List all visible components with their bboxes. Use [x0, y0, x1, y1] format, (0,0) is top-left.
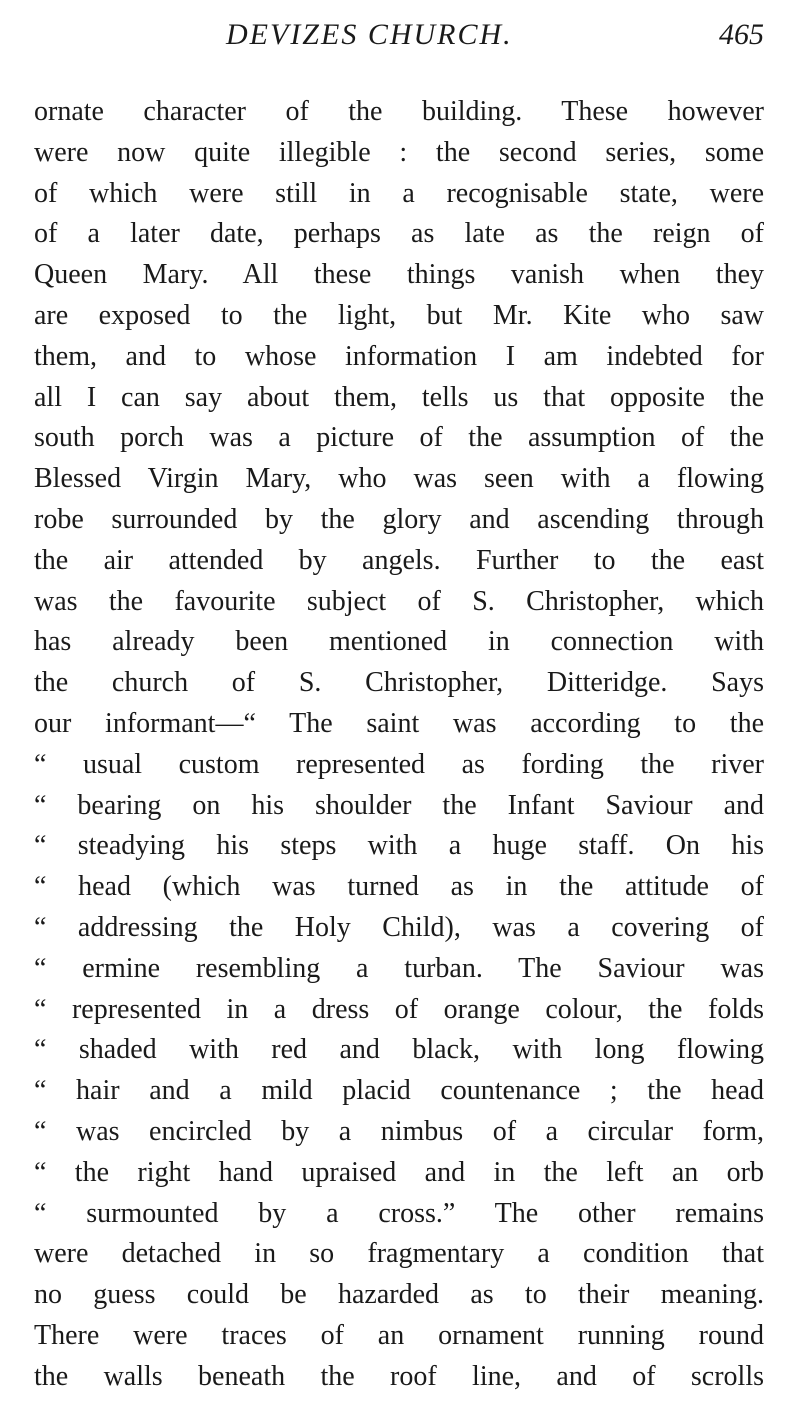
text-line: the air attended by angels. Further to the east [34, 544, 764, 576]
text-line: our informant—“ The saint was according to the [34, 707, 764, 739]
text-line: Queen Mary. All these things vanish when they [34, 259, 764, 291]
text-line: “ represented in a dress of orange colour, the folds [34, 993, 764, 1025]
text-line: was the favourite subject of S. Christopher, which [34, 585, 764, 617]
text-line: “ ermine resembling a turban. The Saviour was [34, 952, 764, 984]
page-number: 465 [719, 18, 764, 51]
text-line: the church of S. Christopher, Ditteridge. Says [34, 667, 764, 699]
text-line: “ surmounted by a cross.” The other remains [34, 1197, 764, 1229]
text-line: were detached in so fragmentary a condition that [34, 1238, 764, 1270]
text-line: “ usual custom represented as fording the river [34, 748, 764, 780]
page-header [0, 18, 800, 58]
text-line: the walls beneath the roof line, and of scrolls [34, 1360, 764, 1392]
text-line: has already been mentioned in connection with [34, 626, 764, 658]
text-line: There were traces of an ornament running round [34, 1319, 764, 1351]
text-line: “ was encircled by a nimbus of a circular form, [34, 1115, 764, 1147]
text-line: “ head (which was turned as in the attitude of [34, 871, 764, 903]
text-line: of which were still in a recognisable state, were [34, 177, 764, 209]
text-line: were now quite illegible : the second series, some [34, 136, 764, 168]
text-line: them, and to whose information I am indebted for [34, 340, 764, 372]
text-line: are exposed to the light, but Mr. Kite who saw [34, 299, 764, 331]
text-line: all I can say about them, tells us that opposite the [34, 381, 764, 413]
running-head: DEVIZES CHURCH. [226, 18, 513, 51]
text-line: of a later date, perhaps as late as the reign of [34, 218, 764, 250]
text-line: “ addressing the Holy Child), was a covering of [34, 911, 764, 943]
text-line: robe surrounded by the glory and ascending through [34, 503, 764, 535]
text-line: no guess could be hazarded as to their meaning. [34, 1279, 764, 1311]
text-line: “ bearing on his shoulder the Infant Saviour and [34, 789, 764, 821]
text-line: “ the right hand upraised and in the left an orb [34, 1156, 764, 1188]
text-line: “ shaded with red and black, with long flowing [34, 1034, 764, 1066]
text-line: “ hair and a mild placid countenance ; the head [34, 1075, 764, 1107]
text-line: south porch was a picture of the assumption of the [34, 422, 764, 454]
text-line: ornate character of the building. These however [34, 96, 764, 127]
text-line: “ steadying his steps with a huge staff. On his [34, 830, 764, 862]
body-text [34, 92, 764, 1398]
text-line: Blessed Virgin Mary, who was seen with a flowing [34, 463, 764, 495]
